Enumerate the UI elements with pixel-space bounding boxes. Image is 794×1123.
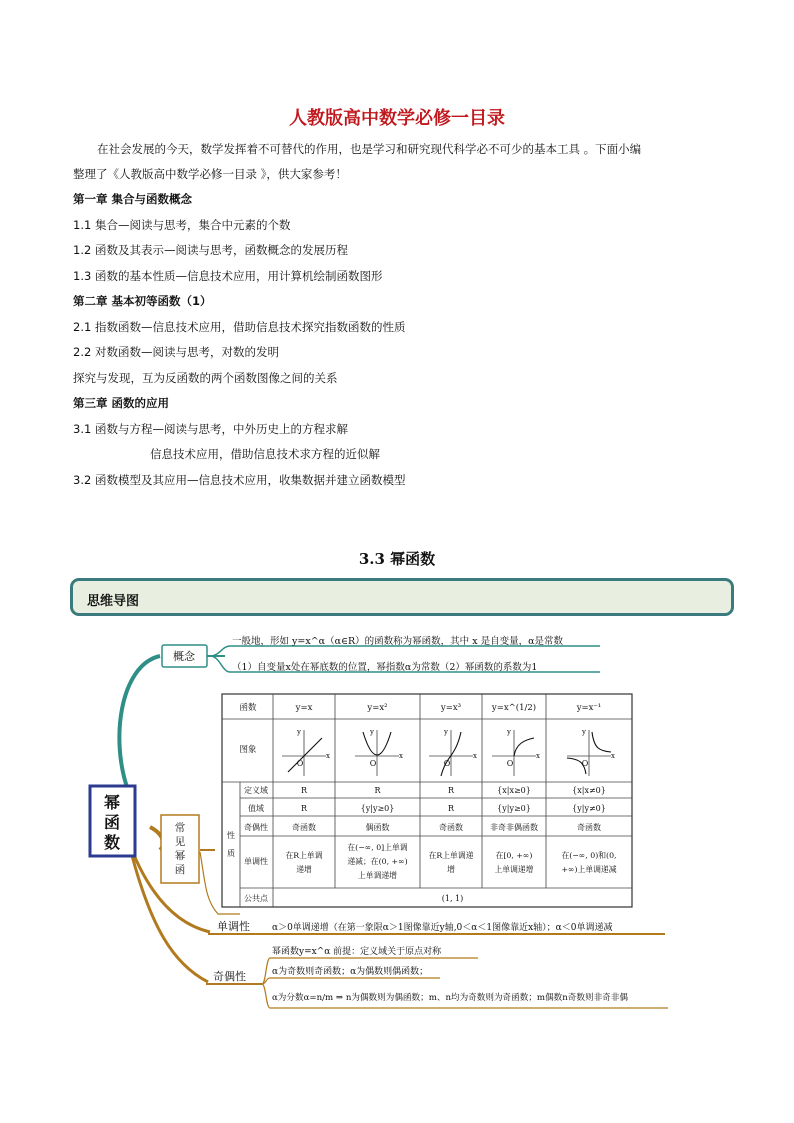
- toc-item: 1.2 函数及其表示—阅读与思考，函数概念的发展历程: [73, 243, 348, 257]
- table-range-cell: {y|y≥0}: [360, 804, 395, 813]
- toc-item: 第一章 集合与函数概念: [73, 192, 193, 206]
- table-parity-cell: 奇函数: [292, 823, 316, 832]
- table-range-cell: {y|y≥0}: [497, 804, 531, 813]
- table-monotonic-cell: 在[0, +∞): [495, 851, 533, 860]
- table-monotonic-cell: 在(−∞, 0]上单调: [347, 843, 408, 852]
- table-domain-cell: R: [374, 786, 381, 795]
- graph-origin: O: [296, 759, 304, 768]
- concept-text-1: 一般地，形如 y=x^α（α∈R）的函数称为幂函数，其中 x 是自变量，α是常数: [232, 636, 563, 647]
- svg-text:函: 函: [174, 864, 186, 876]
- table-row-header: 函数: [239, 703, 257, 713]
- toc-item: 2.2 对数函数—阅读与思考，对数的发明: [73, 345, 279, 359]
- parity-text-3: α为分数α=n/m ⇒ n为偶数则为偶函数；m、n均为奇数则为奇函数；m偶数n奇数则非奇非偶: [272, 993, 628, 1003]
- table-group-label: 性: [227, 831, 235, 840]
- table-function-name: y=x⁻¹: [576, 703, 602, 713]
- table-row-header: 值域: [248, 804, 264, 813]
- table-row-header: 公共点: [244, 894, 268, 903]
- graph-origin: O: [506, 759, 514, 768]
- graph-y-label: y: [582, 728, 586, 736]
- branch-concept: [119, 656, 160, 790]
- graph-x-label: x: [536, 752, 540, 760]
- toc-item: 探究与发现，互为反函数的两个函数图像之间的关系: [73, 370, 338, 385]
- graph-y-label: y: [297, 728, 301, 736]
- table-row-header: 单调性: [244, 857, 268, 866]
- table-monotonic-cell: 在R上单调递: [428, 851, 474, 860]
- toc-item: 第二章 基本初等函数（1）: [73, 294, 212, 308]
- function-curve: [514, 738, 534, 756]
- toc-item: 1.3 函数的基本性质—信息技术应用，用计算机绘制函数图形: [73, 268, 383, 283]
- table-function-name: y=x: [295, 703, 313, 713]
- table-monotonic-cell: 上单调递增: [494, 865, 534, 874]
- mindmap-header-label: 思维导图: [87, 594, 140, 609]
- graph-y-label: y: [444, 728, 448, 736]
- table-row-header: 奇偶性: [244, 823, 268, 832]
- table-parity-cell: 非奇非偶函数: [490, 823, 538, 832]
- graph-x-label: x: [611, 752, 615, 760]
- toc-item: 3.2 函数模型及其应用—信息技术应用，收集数据并建立函数模型: [73, 472, 406, 487]
- graph-origin: O: [443, 759, 451, 768]
- table-monotonic-cell: 递增: [296, 865, 312, 874]
- graph-origin: O: [581, 759, 589, 768]
- table-parity-cell: 奇函数: [577, 823, 601, 832]
- table-common-point: (1, 1): [441, 894, 464, 903]
- intro-line-1: 在社会发展的今天，数学发挥着不可替代的作用，也是学习和研究现代科学必不可少的基本工具 。下面小编: [97, 142, 642, 156]
- table-row-header: 图象: [239, 745, 257, 755]
- toc-item: 2.1 指数函数—信息技术应用，借助信息技术探究指数函数的性质: [73, 319, 406, 334]
- root-char-2: 函: [103, 813, 121, 832]
- table-row-header: 定义域: [244, 786, 268, 795]
- table-monotonic-cell: 在(−∞, 0)和(0,: [561, 851, 617, 860]
- svg-text:常: 常: [174, 822, 186, 834]
- graph-origin: O: [369, 759, 377, 768]
- root-char-3: 数: [103, 833, 121, 852]
- function-curve: [288, 738, 322, 772]
- table-domain-cell: R: [447, 786, 455, 795]
- table-function-name: y=x²: [367, 703, 388, 713]
- graph-y-label: y: [370, 728, 374, 736]
- power-function-table: [222, 694, 632, 907]
- graph-y-label: y: [507, 728, 511, 736]
- graph-x-label: x: [473, 752, 477, 760]
- page-title: 人教版高中数学必修一目录: [289, 108, 505, 129]
- table-range-cell: R: [447, 804, 455, 813]
- table-parity-cell: 奇函数: [439, 823, 463, 832]
- concept-text-2: （1）自变量x处在幂底数的位置，幂指数α为常数（2）幂函数的系数为1: [232, 662, 538, 673]
- table-domain-cell: R: [300, 786, 308, 795]
- table-monotonic-cell: 在R上单调: [285, 851, 323, 860]
- root-char-1: 幂: [103, 793, 121, 812]
- mono-text: α＞0单调递增（在第一象限α＞1图像靠近y轴,0＜α＜1图像靠近x轴）；α＜0单调递减: [272, 923, 613, 933]
- table-range-cell: R: [300, 804, 308, 813]
- intro-line-2: 整理了《人教版高中数学必修一目录 》，供大家参考！: [73, 167, 347, 181]
- table-monotonic-cell: 增: [447, 865, 455, 874]
- mono-label: 单调性: [217, 920, 250, 933]
- concept-label: 概念: [173, 650, 195, 663]
- parity-label: 奇偶性: [213, 970, 246, 983]
- table-domain-cell: {x|x≥0}: [497, 786, 531, 795]
- table-monotonic-cell: 上单调递增: [358, 871, 397, 880]
- table-function-name: y=x^(1/2): [491, 703, 537, 713]
- graph-x-label: x: [326, 752, 330, 760]
- table-monotonic-cell: +∞)上单调递减: [561, 865, 617, 874]
- table-range-cell: {y|y≠0}: [572, 804, 606, 813]
- parity-text-1: 幂函数y=x^α 前提：定义域关于原点对称: [272, 947, 442, 957]
- parity-text-2: α为奇数则奇函数；α为偶数则偶函数；: [272, 967, 429, 977]
- toc-item: 信息技术应用，借助信息技术求方程的近似解: [150, 447, 380, 461]
- table-monotonic-cell: 递减；在(0, +∞): [347, 857, 408, 866]
- function-curve: [592, 732, 611, 752]
- table-function-name: y=x³: [440, 703, 462, 713]
- toc-item: 第三章 函数的应用: [73, 396, 170, 410]
- table-parity-cell: 偶函数: [365, 823, 390, 832]
- svg-text:见: 见: [174, 836, 186, 848]
- toc-item: 3.1 函数与方程—阅读与思考，中外历史上的方程求解: [73, 421, 348, 436]
- section-title: 3.3 幂函数: [358, 550, 436, 568]
- svg-text:幂: 幂: [174, 850, 186, 862]
- graph-x-label: x: [399, 752, 403, 760]
- toc-item: 1.1 集合—阅读与思考，集合中元素的个数: [73, 217, 291, 232]
- table-domain-cell: {x|x≠0}: [572, 786, 606, 795]
- table-group-label: 质: [227, 849, 235, 858]
